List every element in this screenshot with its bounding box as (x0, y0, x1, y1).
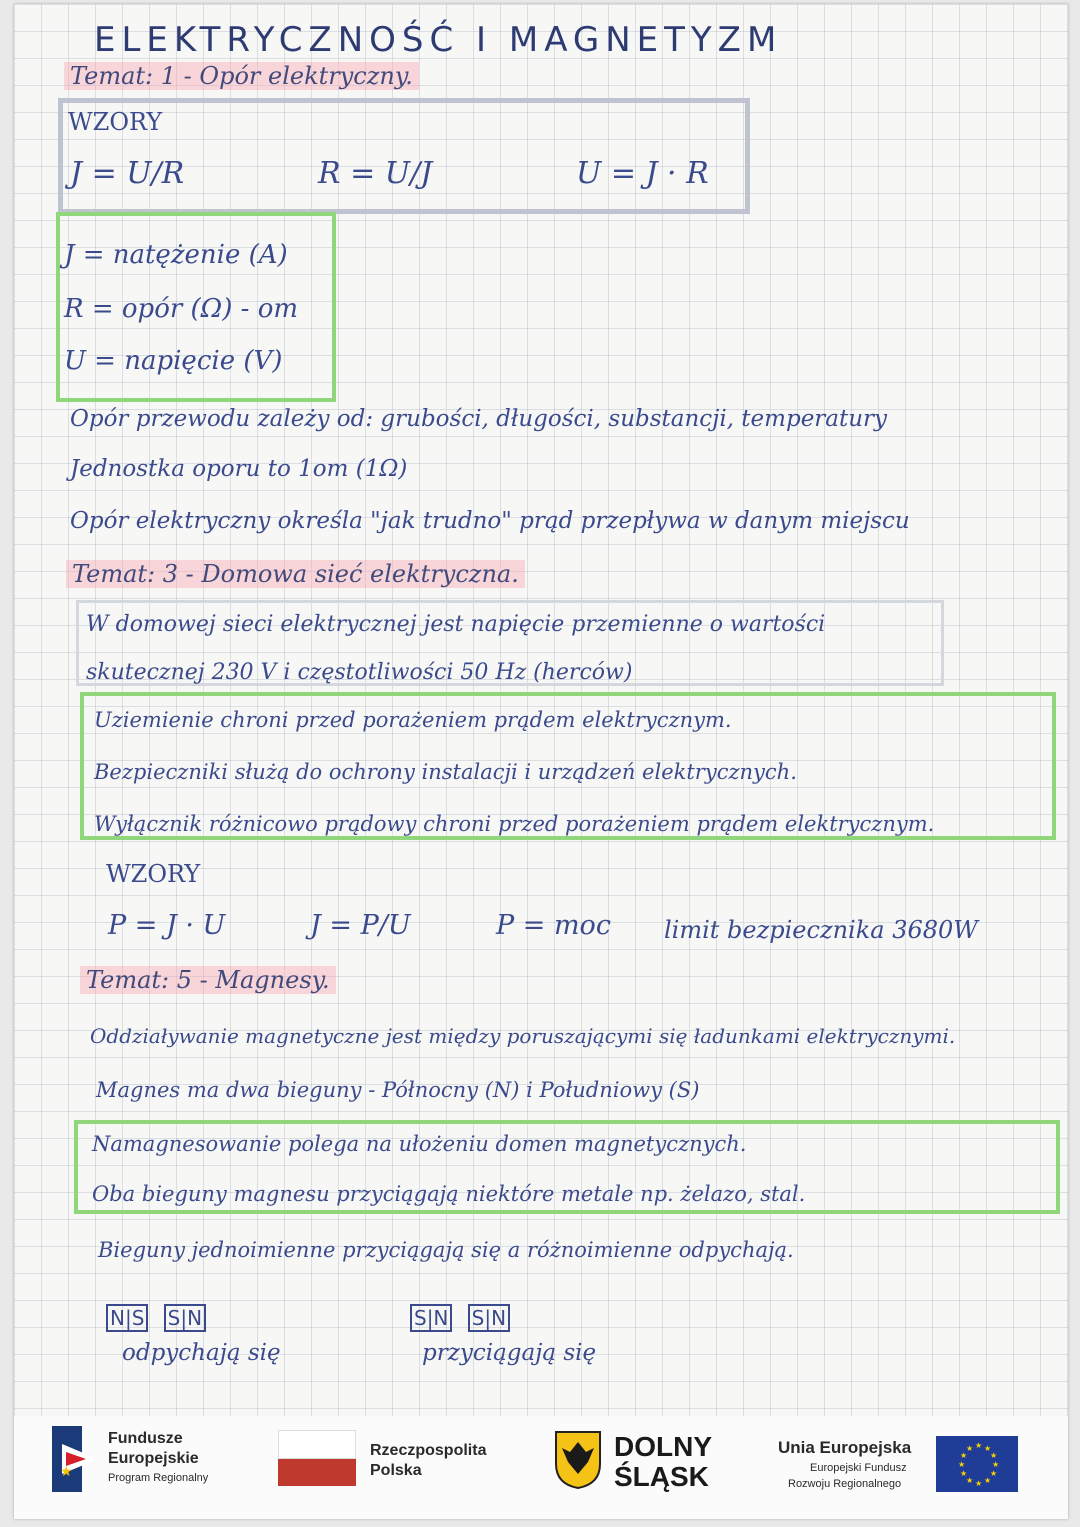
svg-text:★: ★ (60, 1464, 73, 1480)
pole-rule: Bieguny jednoimienne przyciągają się a różnoimienne odpychają. (98, 1238, 794, 1262)
magnet-ns: N|S (106, 1304, 148, 1332)
notebook-page (14, 4, 1068, 1519)
svg-text:★: ★ (984, 1476, 992, 1485)
dolny-slask-line2: ŚLĄSK (614, 1461, 709, 1492)
svg-text:★: ★ (990, 1451, 998, 1460)
formula-current: J = U/R (70, 156, 185, 191)
safety-grounding: Uziemienie chroni przed porażeniem prądem elektrycznym. (94, 708, 732, 732)
formula-voltage: U = J · R (576, 156, 709, 191)
magnet-interaction: Oddziaływanie magnetyczne jest między poruszającymi się ładunkami elektrycznymi. (90, 1024, 956, 1048)
topic-3-heading: Temat: 3 - Domowa sieć elektryczna. (66, 560, 525, 588)
eu-stars-icon (936, 1436, 1018, 1492)
magnet-sn-right: S|N (468, 1304, 510, 1332)
rp-title-2: Polska (370, 1462, 422, 1479)
repel-label: odpychają się (122, 1340, 281, 1366)
svg-text:★: ★ (984, 1444, 992, 1453)
safety-rcd: Wyłącznik różnicowo prądowy chroni przed porażeniem prądem elektrycznym. (94, 812, 935, 836)
household-voltage-line-1: W domowej sieci elektrycznej jest napięcie przemienne o wartości (86, 612, 826, 637)
fundusze-subtitle: Program Regionalny (108, 1472, 209, 1484)
magnet-poles: Magnes ma dwa bieguny - Północny (N) i Południowy (S) (96, 1078, 700, 1102)
rp-title: Rzeczpospolita (370, 1442, 487, 1459)
fundusze-title-2: Europejskie (108, 1450, 199, 1467)
fundusze-logo-icon (52, 1426, 98, 1492)
magnetization: Namagnesowanie polega na ułożeniu domen magnetycznych. (92, 1132, 747, 1156)
svg-text:★: ★ (960, 1451, 968, 1460)
polish-flag-icon (278, 1430, 356, 1484)
funding-footer (14, 1416, 1068, 1519)
formulas-label: WZORY (68, 108, 163, 136)
ue-title: Unia Europejska (778, 1438, 912, 1457)
formula-power: P = J · U (108, 910, 226, 941)
magnet-attraction: Oba bieguny magnesu przyciągają niektóre metale np. żelazo, stal. (92, 1182, 806, 1206)
formula-resistance: R = U/J (318, 156, 433, 191)
topic-1-heading: Temat: 1 - Opór elektryczny. (64, 62, 419, 90)
attract-label: przyciągają się (422, 1340, 597, 1366)
fundusze-title: Fundusze (108, 1430, 183, 1447)
svg-text:★: ★ (966, 1444, 974, 1453)
topic-5-heading: Temat: 5 - Magnesy. (80, 966, 336, 994)
ue-sub1: Europejski Fundusz (810, 1462, 907, 1474)
svg-text:★: ★ (958, 1460, 966, 1469)
page-title: ELEKTRYCZNOŚĆ I MAGNETYZM (94, 20, 783, 60)
magnet-sn: S|N (164, 1304, 206, 1332)
dolny-slask-line1: DOLNY (614, 1431, 712, 1462)
eu-flag-icon (936, 1436, 1018, 1492)
note-unit: Jednostka oporu to 1om (1Ω) (70, 456, 408, 482)
formula-current-from-power: J = P/U (310, 910, 411, 941)
magnet-sn-left: S|N (410, 1304, 452, 1332)
legend-voltage: U = napięcie (V) (64, 346, 283, 376)
safety-fuses: Bezpieczniki służą do ochrony instalacji i urządzeń elektrycznych. (94, 760, 797, 784)
magnets-attract-diagram (410, 1304, 510, 1332)
svg-text:★: ★ (975, 1441, 983, 1450)
svg-text:★: ★ (960, 1469, 968, 1478)
household-voltage-line-2: skutecznej 230 V i częstotliwości 50 Hz (herców) (86, 660, 633, 685)
svg-text:★: ★ (992, 1460, 1000, 1469)
svg-text:★: ★ (975, 1479, 983, 1488)
magnets-repel-diagram (106, 1304, 206, 1332)
legend-current: J = natężenie (A) (64, 240, 288, 270)
svg-text:★: ★ (966, 1476, 974, 1485)
svg-text:★: ★ (990, 1469, 998, 1478)
power-formulas-label: WZORY (106, 860, 201, 888)
legend-resistance: R = opór (Ω) - om (64, 294, 298, 324)
formula-power-label: P = moc (496, 910, 611, 941)
note-resistance-factors: Opór przewodu zależy od: grubości, długości, substancji, temperatury (70, 406, 888, 432)
fuse-limit: limit bezpiecznika 3680W (664, 916, 978, 944)
dolny-slask-eagle-icon (554, 1430, 602, 1490)
ue-sub2: Rozwoju Regionalnego (788, 1478, 902, 1490)
note-definition: Opór elektryczny określa "jak trudno" prąd przepływa w danym miejscu (70, 508, 910, 534)
